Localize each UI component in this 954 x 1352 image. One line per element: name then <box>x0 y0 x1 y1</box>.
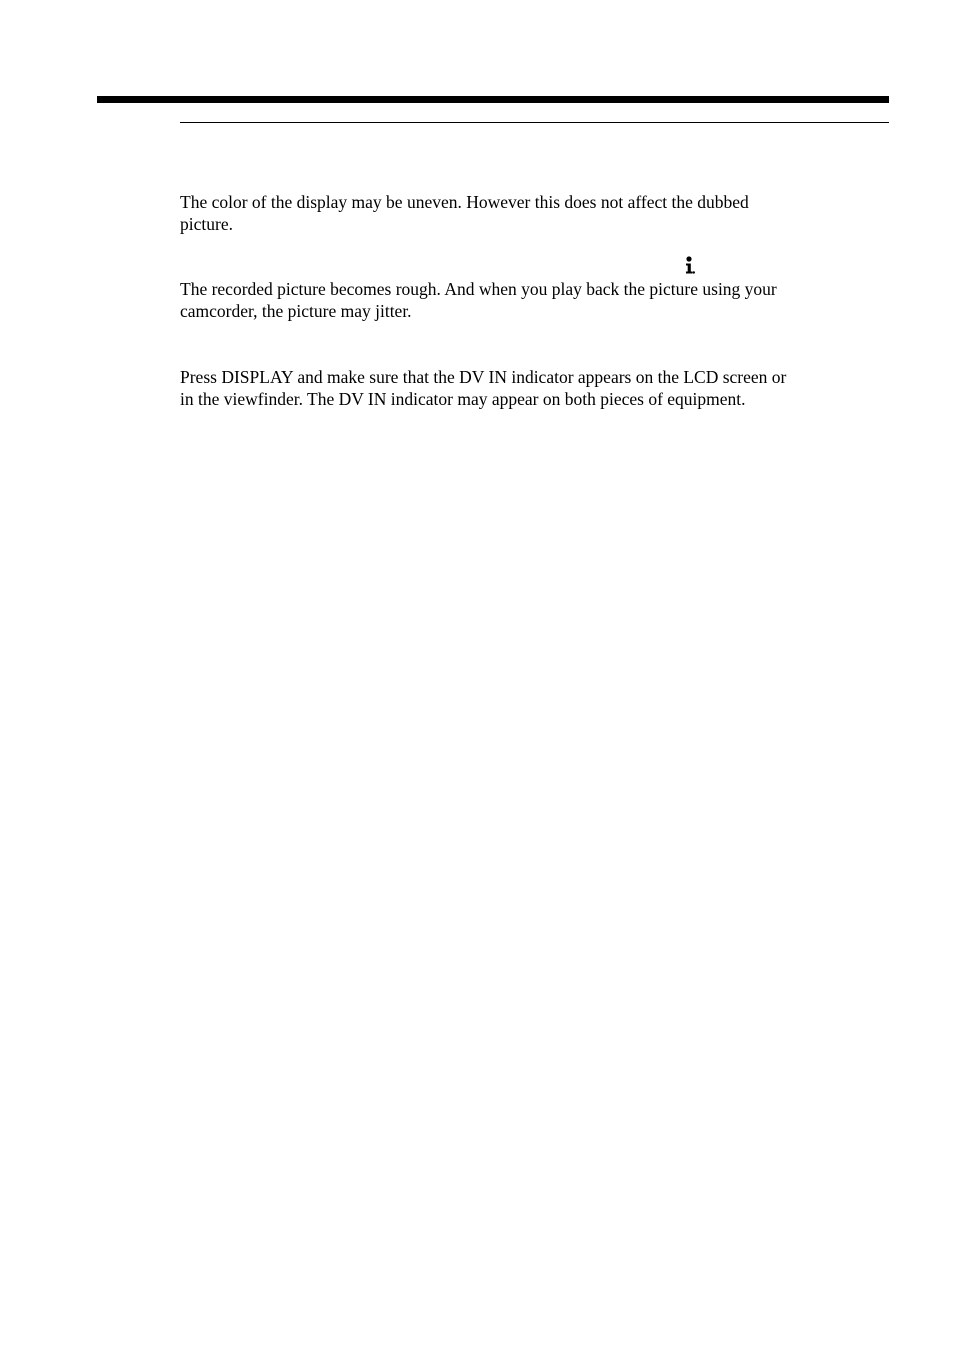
paragraph-line: picture. <box>180 214 233 234</box>
paragraph-line: in the viewfinder. The DV IN indicator may appear on both pieces of equipment. <box>180 389 746 409</box>
header-thin-rule <box>180 122 889 123</box>
paragraph-line: Press DISPLAY and make sure that the DV IN indicator appears on the LCD screen or <box>180 367 787 387</box>
paragraph-display-color <box>180 191 880 235</box>
header-thick-rule <box>97 96 889 103</box>
info-icon <box>684 254 696 276</box>
paragraph-recorded-picture <box>180 278 880 322</box>
paragraph-line: The recorded picture becomes rough. And when you play back the picture using your <box>180 279 777 299</box>
paragraph-line: The color of the display may be uneven. However this does not affect the dubbed <box>180 192 749 212</box>
paragraph-dv-in-indicator <box>180 366 880 410</box>
paragraph-line: camcorder, the picture may jitter. <box>180 301 412 321</box>
